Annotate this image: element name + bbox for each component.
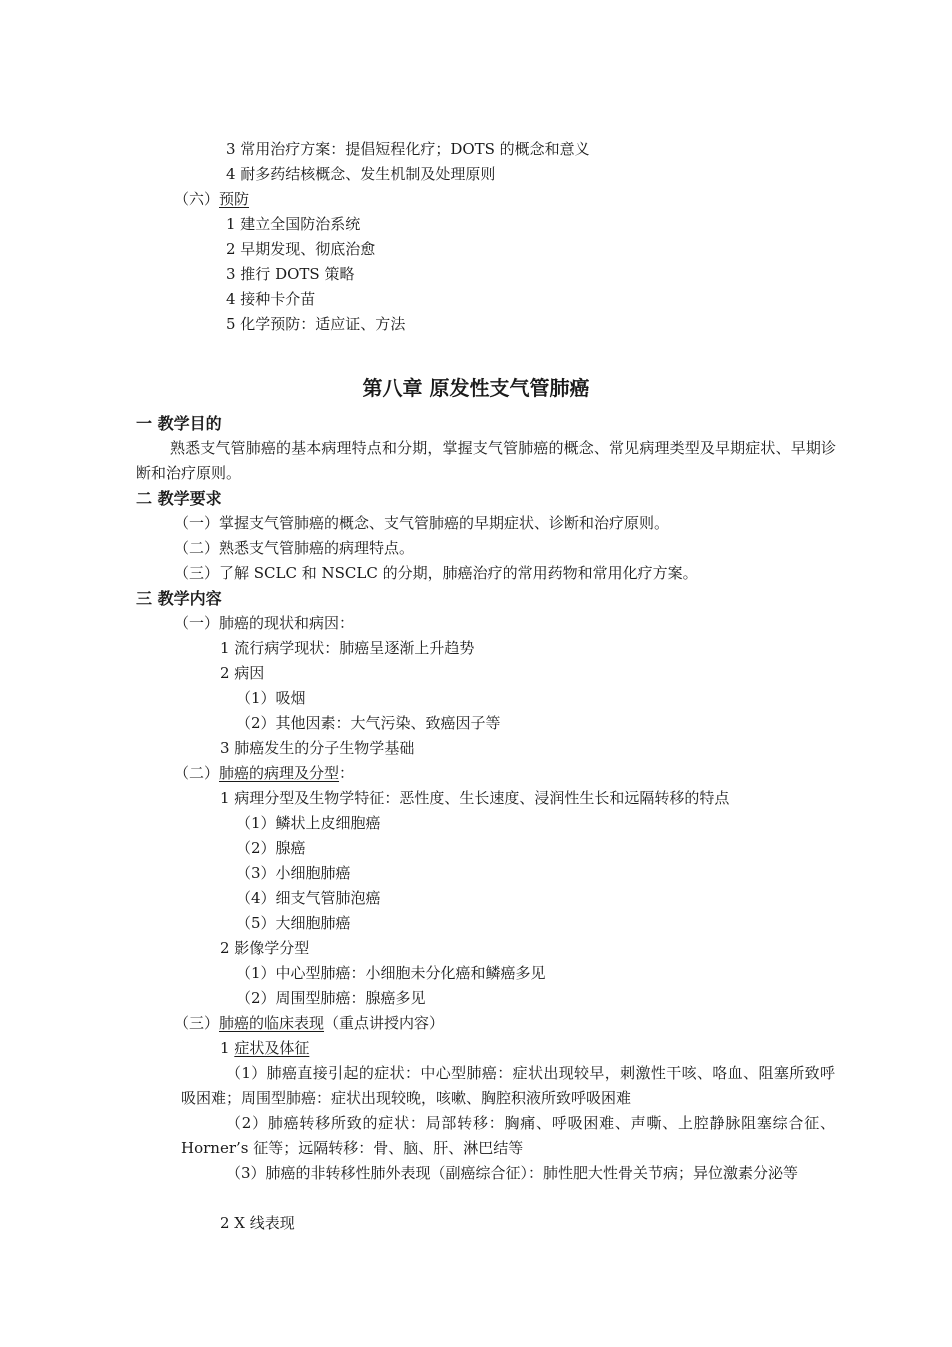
objective-heading: 一 教学目的 <box>136 414 222 433</box>
content-part3-sub2: 2 X 线表现 <box>220 1214 295 1232</box>
content-part2-line: 1 病理分型及生物学特征：恶性度、生长速度、浸润性生长和远隔转移的特点 <box>220 789 730 807</box>
symptom-paragraph: （1）肺癌直接引起的症状：中心型肺癌：症状出现较早，刺激性干咳、咯血、阻塞所致呼吸困难；周围型肺癌：症状出现较晚，咳嗽、胸腔积液所致呼吸困难 <box>181 1064 835 1107</box>
content-part3-sub1-title: 症状及体征 <box>234 1039 310 1057</box>
pathology-type: （5）大细胞肺癌 <box>236 914 351 932</box>
pathology-type: （3）小细胞肺癌 <box>236 864 351 882</box>
requirement-item: （二）熟悉支气管肺癌的病理特点。 <box>174 539 415 557</box>
content-part3-prefix: （三） <box>174 1014 220 1032</box>
content-part3-title <box>174 1011 444 1036</box>
objective-text: 熟悉支气管肺癌的基本病理特点和分期，掌握支气管肺癌的概念、常见病理类型及早期症状、早期诊断和治疗原则。 <box>136 439 836 482</box>
symptom-paragraph: （3）肺癌的非转移性肺外表现（副癌综合征）：肺性肥大性骨关节病；异位激素分泌等 <box>226 1164 799 1182</box>
content-part2-title <box>174 761 354 786</box>
content-part1-line: （2）其他因素：大气污染、致癌因子等 <box>236 714 501 732</box>
content-part1-line: 1 流行病学现状：肺癌呈逐渐上升趋势 <box>220 639 475 657</box>
content-part3-sub1 <box>220 1036 309 1061</box>
requirement-item: （一）掌握支气管肺癌的概念、支气管肺癌的早期症状、诊断和治疗原则。 <box>174 514 670 532</box>
pathology-type: （2）腺癌 <box>236 839 306 857</box>
prevention-heading <box>174 187 249 212</box>
content-part1-line: 2 病因 <box>220 664 265 682</box>
requirements-heading: 二 教学要求 <box>136 489 222 508</box>
treatment-item-3: 3 常用治疗方案：提倡短程化疗；DOTS 的概念和意义 <box>226 140 590 158</box>
content-part1-line: （1）吸烟 <box>236 689 306 707</box>
content-part2-heading: 肺癌的病理及分型 <box>219 764 340 782</box>
chapter-title: 第八章 原发性支气管肺癌 <box>362 376 590 400</box>
pathology-type: （1）鳞状上皮细胞癌 <box>236 814 381 832</box>
prevention-item: 5 化学预防：适应证、方法 <box>226 315 406 333</box>
content-part3-heading: 肺癌的临床表现 <box>219 1014 325 1032</box>
prevention-item: 1 建立全国防治系统 <box>226 215 361 233</box>
content-part2-line: 2 影像学分型 <box>220 939 310 957</box>
content-part3-suffix: （重点讲授内容） <box>324 1014 445 1032</box>
content-part2-line: （1）中心型肺癌：小细胞未分化癌和鳞癌多见 <box>236 964 546 982</box>
content-part1-line: 3 肺癌发生的分子生物学基础 <box>220 739 415 757</box>
prevention-item: 4 接种卡介苗 <box>226 290 316 308</box>
pathology-type: （4）细支气管肺泡癌 <box>236 889 381 907</box>
content-part3-sub1-prefix: 1 <box>220 1039 235 1057</box>
prevention-item: 2 早期发现、彻底治愈 <box>226 240 376 258</box>
prevention-prefix: （六） <box>174 190 220 208</box>
content-part1-title: （一）肺癌的现状和病因： <box>174 614 355 632</box>
requirement-item: （三）了解 SCLC 和 NSCLC 的分期，肺癌治疗的常用药物和常用化疗方案。 <box>174 564 698 582</box>
treatment-item-4: 4 耐多药结核概念、发生机制及处理原则 <box>226 165 496 183</box>
content-part2-line: （2）周围型肺癌：腺癌多见 <box>236 989 426 1007</box>
prevention-item: 3 推行 DOTS 策略 <box>226 265 355 283</box>
prevention-title: 预防 <box>219 190 250 208</box>
content-part2-suffix: ： <box>339 764 355 782</box>
content-heading: 三 教学内容 <box>136 589 222 608</box>
content-part2-prefix: （二） <box>174 764 220 782</box>
symptom-paragraph: （2）肺癌转移所致的症状：局部转移：胸痛、呼吸困难、声嘶、上腔静脉阻塞综合征、Horner’s 征等；远隔转移：骨、脑、肝、淋巴结等 <box>181 1114 835 1157</box>
